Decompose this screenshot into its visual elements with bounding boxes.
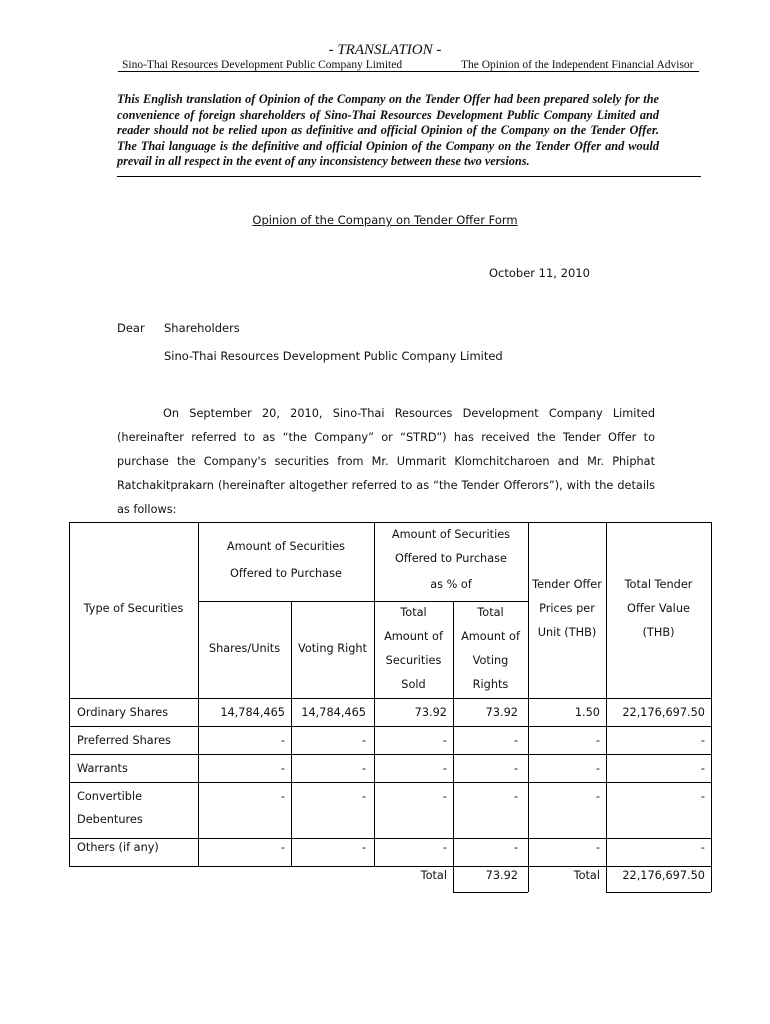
- table-total-underline-pct: [453, 892, 528, 893]
- row-voting: -: [361, 734, 366, 747]
- row-pct-voting: -: [513, 734, 518, 747]
- row-pct-voting: -: [513, 790, 518, 803]
- row-price: -: [595, 734, 600, 747]
- row-pct-voting: 73.92: [485, 706, 518, 719]
- header-total-sold-line: Amount of: [384, 630, 443, 643]
- row-voting: -: [361, 762, 366, 775]
- header-price-line: Prices per: [539, 602, 595, 615]
- row-shares: -: [280, 734, 285, 747]
- header-price-line: Unit (THB): [537, 626, 597, 639]
- table-row-border: [69, 782, 711, 783]
- row-pct-sold: 73.92: [414, 706, 447, 719]
- row-shares: -: [280, 790, 285, 803]
- form-title: [0, 213, 770, 227]
- row-value: -: [700, 734, 705, 747]
- row-security-type: Ordinary Shares: [77, 706, 169, 719]
- total-label-value: Total: [573, 869, 600, 882]
- row-security-type: Preferred Shares: [77, 734, 171, 747]
- row-price: -: [595, 762, 600, 775]
- row-security-type: Debentures: [77, 813, 143, 826]
- table-header-bottom-border: [69, 698, 711, 699]
- row-voting: 14,784,465: [301, 706, 366, 719]
- header-voting-right: Voting Right: [297, 642, 367, 655]
- table-column-border: [374, 522, 375, 866]
- table-subheader-rule-pct: [374, 601, 528, 602]
- salutation-dear: Dear: [117, 321, 145, 335]
- table-top-border: [69, 522, 711, 523]
- letter-date: October 11, 2010: [489, 266, 590, 280]
- header-company-name: Sino-Thai Resources Development Public Company Limited: [122, 59, 403, 71]
- row-security-type: Others (if any): [77, 841, 159, 854]
- table-total-border: [711, 866, 712, 892]
- header-total-voting-line: Rights: [472, 678, 509, 691]
- total-value: 22,176,697.50: [622, 869, 705, 882]
- header-pct-group-line: as % of: [430, 578, 472, 591]
- row-pct-sold: -: [442, 762, 447, 775]
- translation-disclaimer: This English translation of Opinion of the Company on the Tender Offer had been prepared solely for the convenience of foreign shareholders of Sino-Thai Resources Development Public Company Limited and reader should not be relied upon as definitive and official Opinion of the Company on the Tender Offer. The Thai language is the definitive and official Opinion of the Company on the Tender Offer and would prevail in all respect in the event of any inconsistency between these two versions.: [117, 92, 659, 169]
- header-total-voting-line: Amount of: [461, 630, 520, 643]
- row-value: -: [700, 790, 705, 803]
- row-value: -: [700, 762, 705, 775]
- row-security-type: Warrants: [77, 762, 128, 775]
- row-value: 22,176,697.50: [622, 706, 705, 719]
- row-shares: -: [280, 841, 285, 854]
- header-document-name: The Opinion of the Independent Financial Advisor: [461, 59, 694, 71]
- table-row-border: [69, 838, 711, 839]
- table-column-border: [606, 522, 607, 866]
- translation-label: - TRANSLATION -: [328, 42, 442, 58]
- header-pct-group-line: Offered to Purchase: [395, 552, 507, 565]
- table-column-border: [528, 522, 529, 866]
- header-shares-units: Shares/Units: [208, 642, 281, 655]
- header-value-line: (THB): [642, 626, 675, 639]
- total-pct: 73.92: [485, 869, 518, 882]
- header-pct-group-line: Amount of Securities: [391, 528, 511, 541]
- row-security-type: Convertible: [77, 790, 143, 803]
- row-price: -: [595, 790, 600, 803]
- row-price: -: [595, 841, 600, 854]
- row-shares: 14,784,465: [220, 706, 285, 719]
- salutation-recipient: Shareholders: [164, 321, 240, 335]
- header-total-voting-line: Total: [477, 606, 504, 619]
- row-pct-sold: -: [442, 790, 447, 803]
- header-rule: [118, 71, 699, 72]
- row-pct-voting: -: [513, 841, 518, 854]
- row-shares: -: [280, 762, 285, 775]
- header-amount-group-line: Amount of Securities: [226, 540, 346, 553]
- table-column-border: [69, 522, 70, 866]
- table-total-underline-value: [606, 892, 711, 893]
- row-voting: -: [361, 841, 366, 854]
- header-total-sold-line: Sold: [401, 678, 426, 691]
- row-voting: -: [361, 790, 366, 803]
- salutation-company: Sino-Thai Resources Development Public Company Limited: [164, 349, 503, 363]
- table-subheader-rule-amount: [198, 601, 374, 602]
- header-type-of-securities: Type of Securities: [83, 602, 184, 615]
- body-paragraph: [117, 402, 655, 522]
- table-row-border: [69, 754, 711, 755]
- table-column-border: [711, 522, 712, 866]
- form-title-text: Opinion of the Company on Tender Offer Form: [252, 213, 518, 227]
- header-total-sold-line: Securities: [385, 654, 442, 667]
- header-value-line: Offer Value: [627, 602, 690, 615]
- total-label-pct: Total: [420, 869, 447, 882]
- row-value: -: [700, 841, 705, 854]
- row-pct-voting: -: [513, 762, 518, 775]
- header-amount-group-line: Offered to Purchase: [230, 567, 342, 580]
- body-text: On September 20, 2010, Sino-Thai Resources Development Company Limited (hereinafter referred to as “the Company” or “STRD”) has received the Tender Offer to purchase the Company's securities from Mr. Ummarit Klomchitcharoen and Mr. Phiphat Ratchakitprakarn (hereinafter altogether referred to as “the Tender Offerors”), with the details as follows:: [117, 407, 655, 516]
- disclaimer-rule: [117, 176, 701, 177]
- row-pct-sold: -: [442, 734, 447, 747]
- row-price: 1.50: [574, 706, 600, 719]
- header-price-line: Tender Offer: [532, 578, 602, 591]
- table-row-border: [69, 726, 711, 727]
- header-value-line: Total Tender: [624, 578, 693, 591]
- row-pct-sold: -: [442, 841, 447, 854]
- header-total-sold-line: Total: [400, 606, 427, 619]
- header-total-voting-line: Voting: [472, 654, 509, 667]
- table-row-border: [69, 866, 711, 867]
